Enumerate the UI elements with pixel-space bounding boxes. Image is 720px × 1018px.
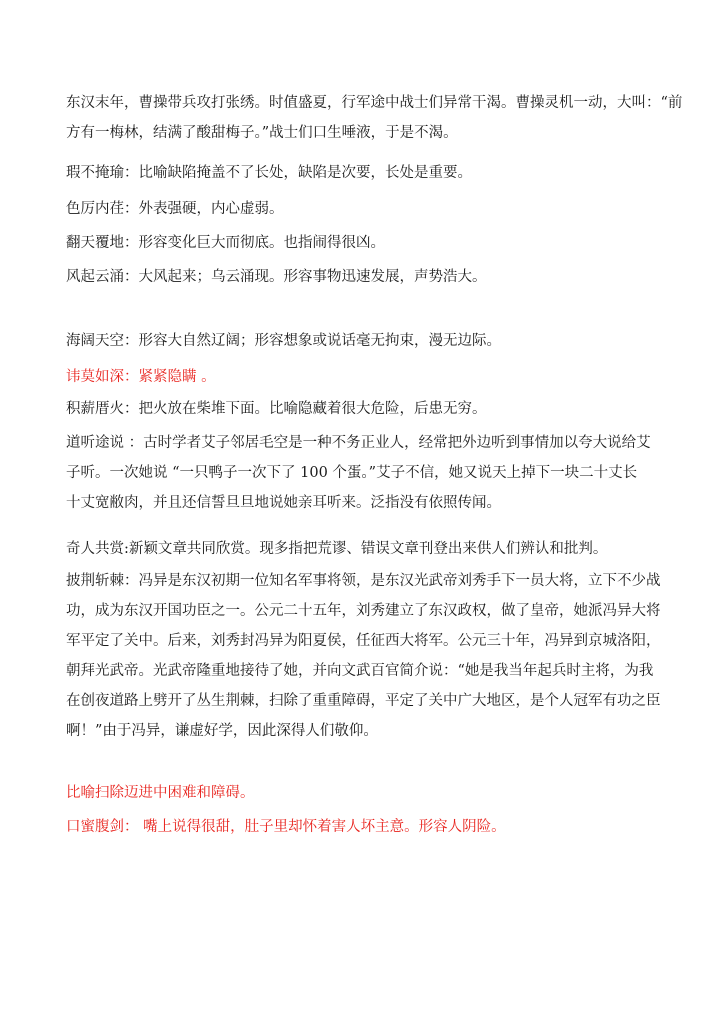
text-line: 比喻扫除迈进中困难和障碍。 <box>66 785 255 801</box>
text-line: 披荆斩棘：冯异是东汉初期一位知名军事将领，是东汉光武帝刘秀手下一员大将，立下不少战 <box>66 573 661 589</box>
paragraph-ji-xin-cuo-huo <box>66 394 662 424</box>
text-line: 朝拜光武帝。光武帝隆重地接待了她，并向文武百官简介说：“她是我当年起兵时主将，为我 <box>66 663 654 679</box>
paragraph-pi-jing-zhan-ji-meaning <box>66 778 662 808</box>
paragraph-cao-cao <box>66 88 683 148</box>
text-line: 奇人共赏:新颖文章共同欣赏。现多指把荒谬、错误文章刊登出来供人们辨认和批判。 <box>66 541 608 557</box>
text-line: 翻天覆地：形容变化巨大而彻底。也指闹得很凶。 <box>66 235 385 251</box>
paragraph-qi-wen-gong-shang <box>66 534 662 564</box>
paragraph-hai-kuo-tian-kong <box>66 326 662 356</box>
paragraph-hui-mo-ru-shen <box>66 362 662 392</box>
text-line: 风起云涌：大风起来；乌云涌现。形容事物迅速发展，声势浩大。 <box>66 269 487 285</box>
paragraph-pi-jing-zhan-ji <box>66 566 662 746</box>
text-line: 瑕不掩瑜：比喻缺陷掩盖不了长处，缺陷是次要，长处是重要。 <box>66 165 472 181</box>
paragraph-feng-qi-yun-yong <box>66 262 662 292</box>
text-line: 积薪厝火：把火放在柴堆下面。比喻隐藏着很大危险，后患无穷。 <box>66 401 487 417</box>
text-line: 军平定了关中。后来，刘秀封冯异为阳夏侯，任征西大将军。公元三十年，冯异到京城洛阳， <box>66 633 661 649</box>
text-line: 在创夜道路上劈开了丛生荆棘，扫除了重重障碍，平定了关中广大地区，是个人冠军有功之臣 <box>66 693 661 709</box>
paragraph-kou-mi-fu-jian <box>66 812 662 842</box>
text-line: 海阔天空：形容大自然辽阔；形容想象或说话毫无拘束，漫无边际。 <box>66 333 501 349</box>
text-line: 口蜜腹剑： 嘴上说得很甜，肚子里却怀着害人坏主意。形容人阴险。 <box>66 819 506 835</box>
text-line: 子听。一次她说 “一只鸭子一次下了 100 个蛋。”艾子不信，她又说天上掉下一块二十丈长 <box>66 465 638 481</box>
text-line: 啊！”由于冯异，谦虚好学，因此深得人们敬仰。 <box>66 723 378 739</box>
text-line: 十丈宽敝肉，并且还信誓旦旦地说她亲耳听来。泛指没有依照传闻。 <box>66 495 501 511</box>
text-line: 道听途说 ：古时学者艾子邻居毛空是一种不务正业人，经常把外边听到事情加以夸大说给艾 <box>66 435 651 451</box>
text-line: 方有一梅林，结满了酸甜梅子。”战士们口生唾液，于是不渴。 <box>66 125 458 141</box>
text-line: 东汉末年，曹操带兵攻打张绣。时值盛夏，行军途中战士们异常干渴。曹操灵机一动，大叫：“前 <box>66 95 683 111</box>
text-line: 色厉内荏：外表强硬，内心虚弱。 <box>66 201 284 217</box>
paragraph-se-li-nei-ren <box>66 194 662 224</box>
paragraph-dao-ting-tu-shuo <box>66 428 662 518</box>
paragraph-fan-tian-fu-di <box>66 228 662 258</box>
text-line: 讳莫如深：紧紧隐瞒 。 <box>66 369 216 385</box>
text-line: 功，成为东汉开国功臣之一。公元二十五年，刘秀建立了东汉政权，做了皇帝，她派冯异大将 <box>66 603 661 619</box>
paragraph-xia-bu-yan-yu <box>66 158 662 188</box>
